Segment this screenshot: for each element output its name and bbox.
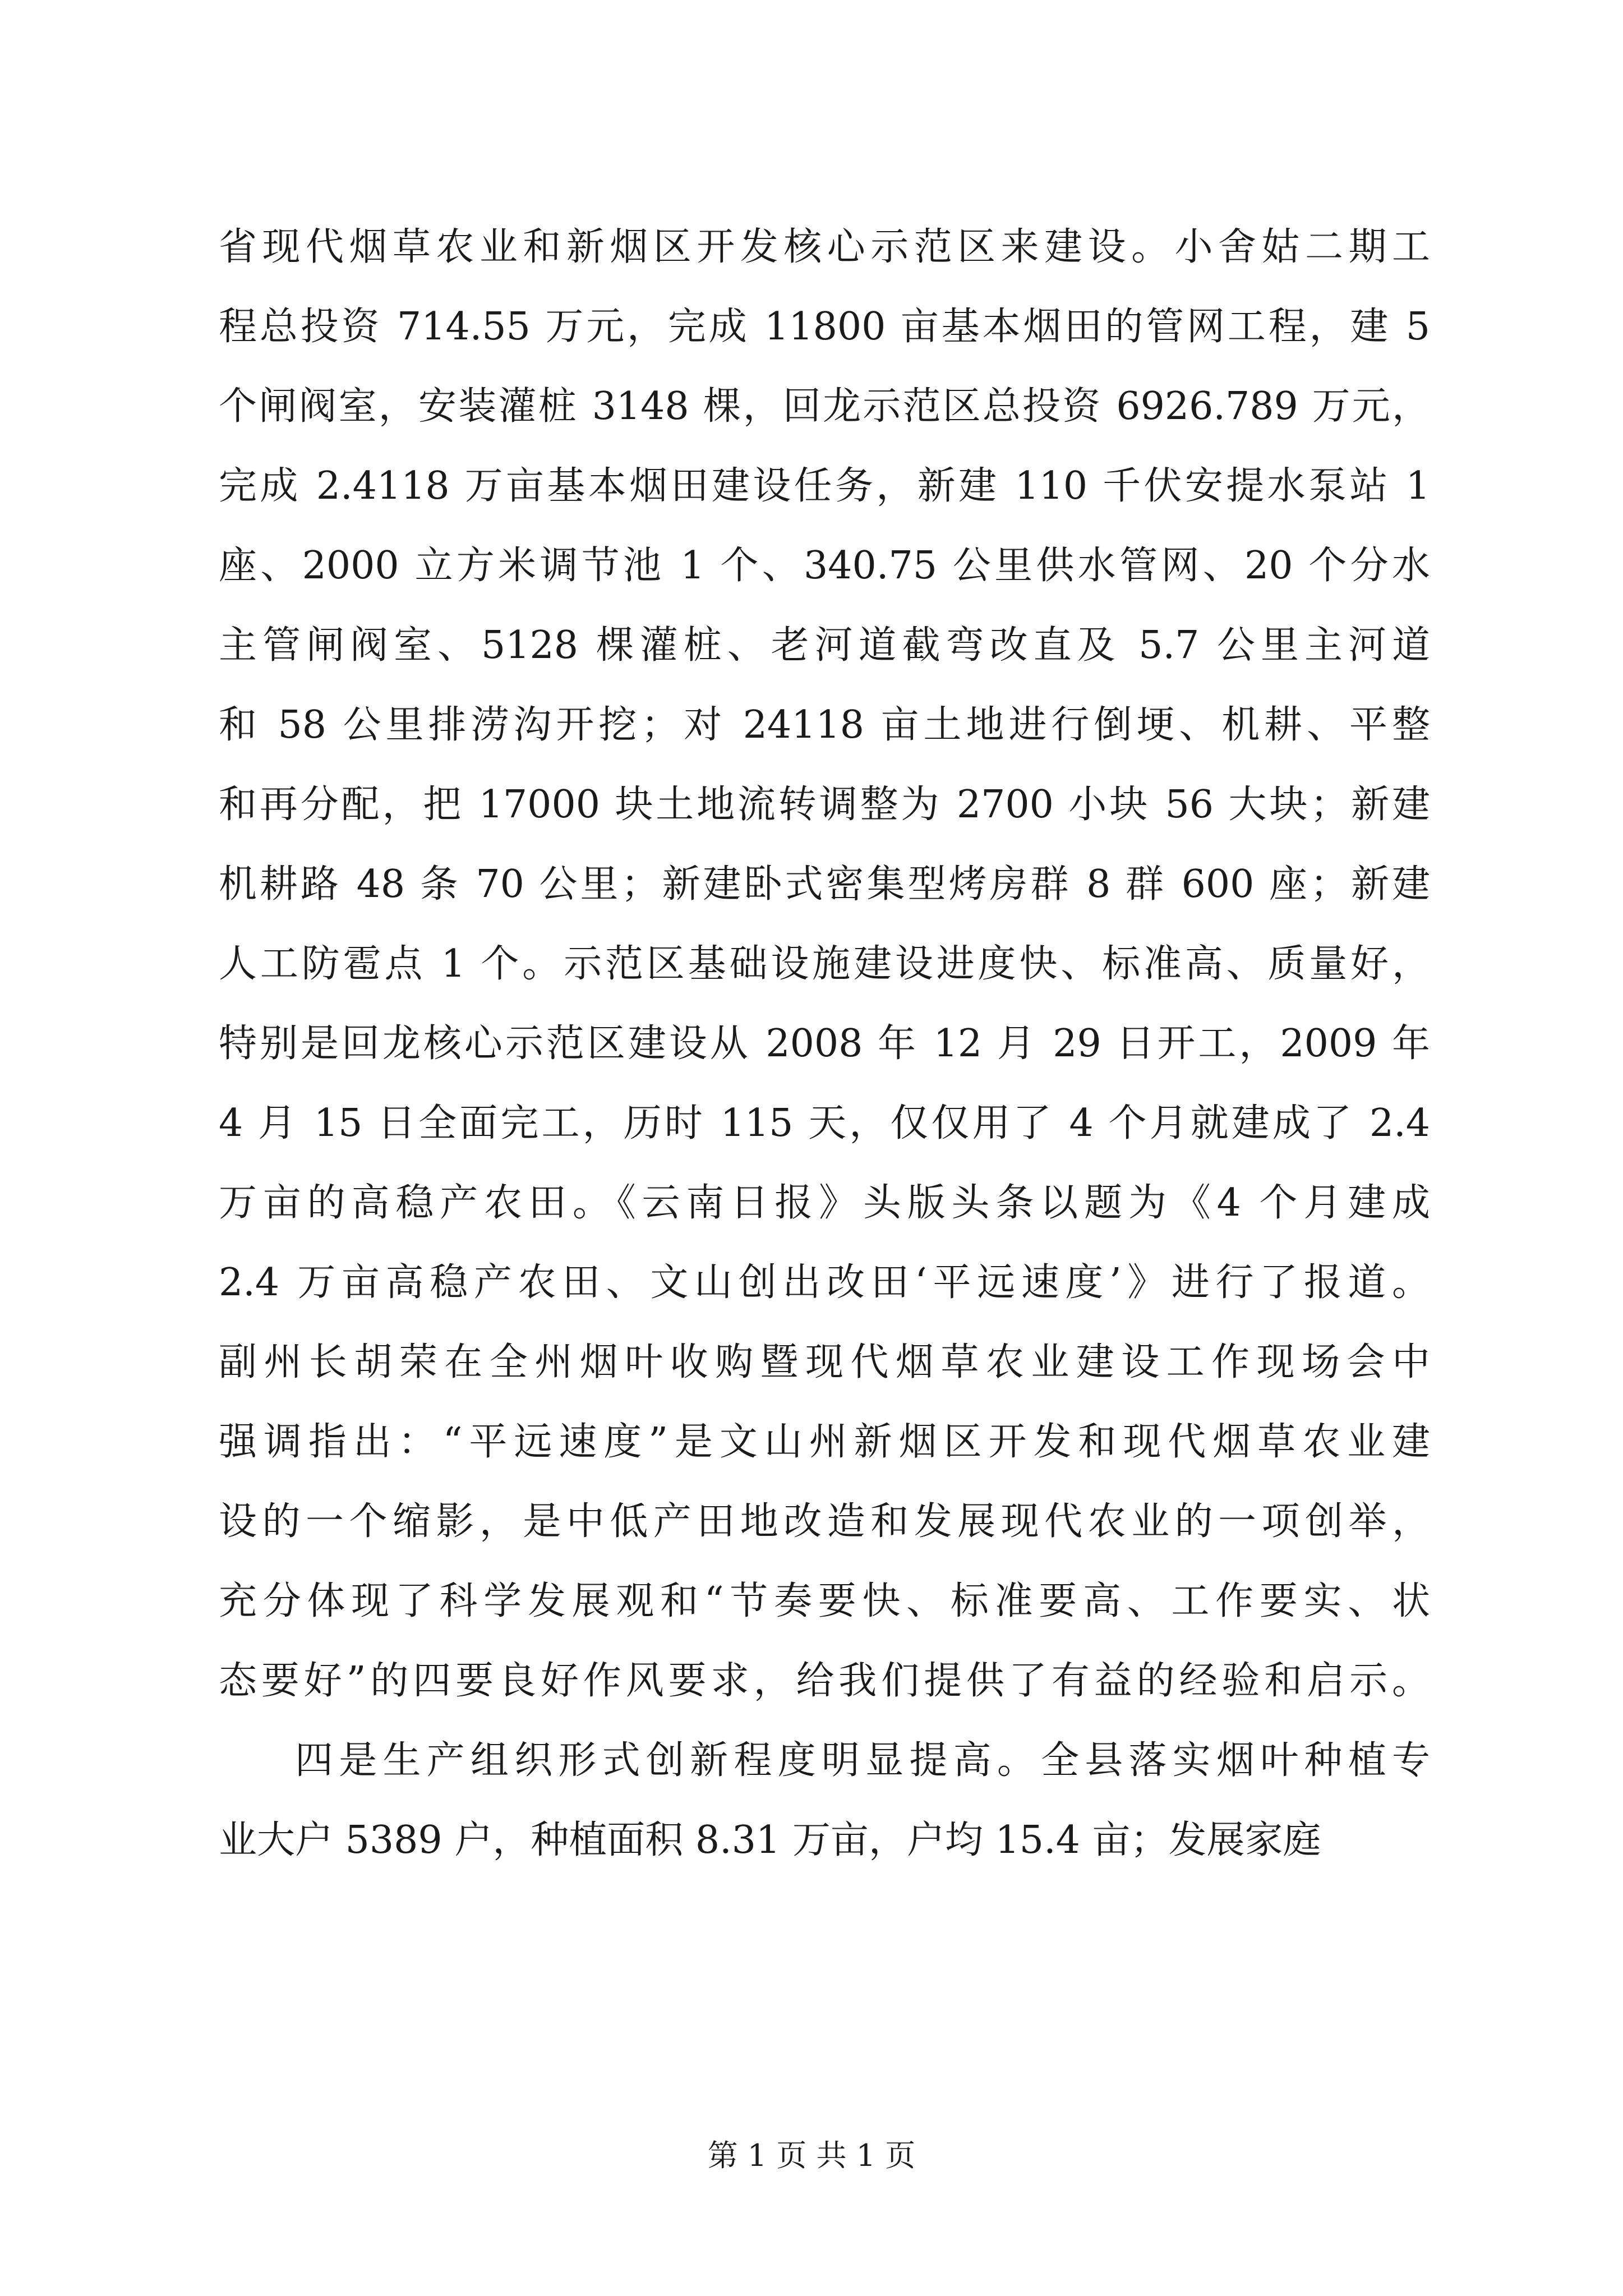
text-line: 业大户 5389 户，种植面积 8.31 万亩，户均 15.4 亩；发展家庭 xyxy=(219,1818,1321,1862)
text-line: 强调指出：“平远速度”是文山州新烟区开发和现代烟草农业建 xyxy=(219,1420,1430,1464)
text-line: 省现代烟草农业和新烟区开发核心示范区来建设。小舍姑二期工 xyxy=(219,225,1430,269)
text-line: 充分体现了科学发展观和“节奏要快、标准要高、工作要实、状 xyxy=(219,1579,1430,1623)
text-line: 座、2000 立方米调节池 1 个、340.75 公里供水管网、20 个分水 xyxy=(219,544,1430,588)
text-line: 4 月 15 日全面完工，历时 115 天，仅仅用了 4 个月就建成了 2.4 xyxy=(219,1101,1430,1145)
text-line: 特别是回龙核心示范区建设从 2008 年 12 月 29 日开工，2009 年 xyxy=(219,1022,1430,1066)
text-line: 设的一个缩影，是中低产田地改造和发展现代农业的一项创举， xyxy=(219,1499,1430,1544)
text-line: 机耕路 48 条 70 公里；新建卧式密集型烤房群 8 群 600 座；新建 xyxy=(219,862,1430,907)
text-line: 个闸阀室，安装灌桩 3148 棵，回龙示范区总投资 6926.789 万元， xyxy=(219,384,1430,429)
text-line: 人工防雹点 1 个。示范区基础设施建设进度快、标准高、质量好， xyxy=(219,942,1430,986)
text-line: 主管闸阀室、5128 棵灌桩、老河道截弯改直及 5.7 公里主河道 xyxy=(219,623,1430,668)
page-footer: 第 1 页 共 1 页 xyxy=(707,2138,916,2173)
text-line: 万亩的高稳产农田。《云南日报》头版头条以题为《4 个月建成 xyxy=(219,1181,1430,1225)
text-line: 完成 2.4118 万亩基本烟田建设任务，新建 110 千伏安提水泵站 1 xyxy=(219,464,1430,508)
paragraph xyxy=(219,208,1430,1721)
text-line: 四是生产组织形式创新程度明显提高。全县落实烟叶种植专 xyxy=(295,1738,1430,1783)
body-text xyxy=(219,208,1430,1880)
text-line: 副州长胡荣在全州烟叶收购暨现代烟草农业建设工作现场会中 xyxy=(219,1340,1430,1384)
text-line: 2.4 万亩高稳产农田、文山创出改田‘平远速度’》进行了报道。 xyxy=(219,1260,1430,1305)
text-line: 和 58 公里排涝沟开挖；对 24118 亩土地进行倒埂、机耕、平整 xyxy=(219,703,1430,747)
paragraph xyxy=(219,1721,1430,1880)
text-line: 和再分配，把 17000 块土地流转调整为 2700 小块 56 大块；新建 xyxy=(219,783,1430,827)
text-line: 程总投资 714.55 万元，完成 11800 亩基本烟田的管网工程，建 5 xyxy=(219,305,1430,349)
text-line: 态要好”的四要良好作风要求，给我们提供了有益的经验和启示。 xyxy=(219,1659,1430,1703)
